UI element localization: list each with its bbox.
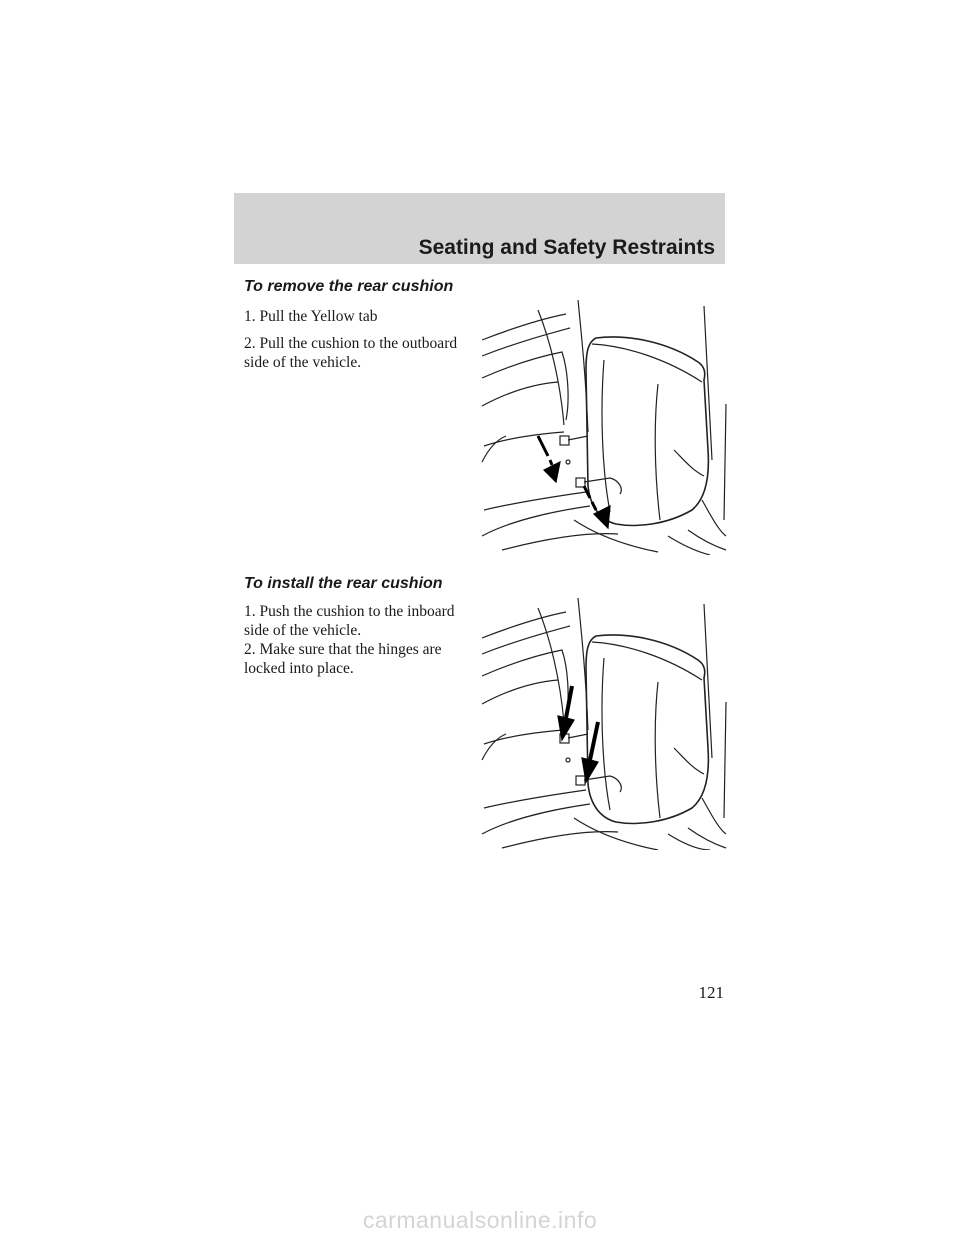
section-header-title: Seating and Safety Restraints [418, 236, 715, 259]
install-step-1: 1. Push the cushion to the inboard side of the vehicle. [244, 603, 455, 639]
watermark-text: carmanualsonline.info [362, 1207, 598, 1233]
remove-step-1: 1. Pull the Yellow tab [244, 308, 378, 325]
install-cushion-illustration [478, 598, 728, 850]
remove-cushion-illustration [478, 300, 728, 555]
section-header-band [234, 193, 725, 264]
install-cushion-heading: To install the rear cushion [244, 575, 443, 592]
install-step-2: 2. Make sure that the hinges are locked into place. [244, 641, 442, 677]
remove-cushion-heading: To remove the rear cushion [244, 278, 454, 295]
page-number: 121 [698, 983, 724, 1002]
remove-step-2: 2. Pull the cushion to the outboard side of the vehicle. [244, 335, 458, 371]
